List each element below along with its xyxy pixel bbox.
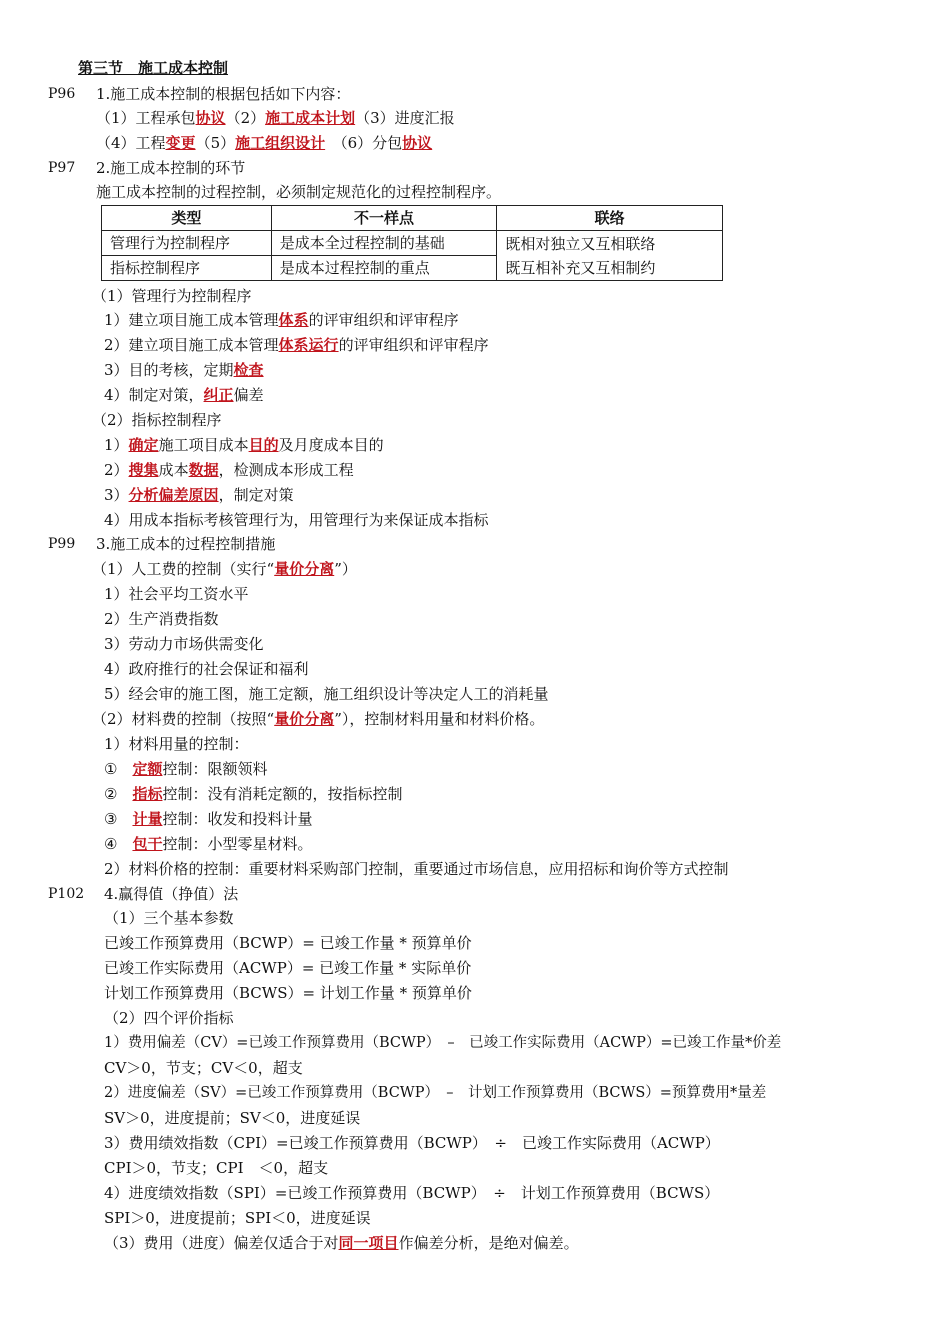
table-header: 类型 [102,206,272,231]
text: 4）制定对策， [104,386,204,404]
text: ③ [104,810,133,828]
text: 的评审组织和评审程序 [338,336,489,354]
table-cell: 指标控制程序 [102,256,272,281]
text: 2） [104,461,129,479]
table-header: 联络 [497,206,723,231]
list-item [104,435,384,455]
list-item [104,485,294,505]
list-item [104,360,264,380]
list-item: 1）社会平均工资水平 [104,585,249,603]
s3-sub1 [92,559,357,579]
text: 1）建立项目施工成本管理 [104,311,279,329]
formula: 已竣工作实际费用（ACWP）= 已竣工作量 * 实际单价 [104,959,472,977]
page-ref: P102 [48,886,85,902]
keyword: 施工成本计划 [265,109,356,127]
text: 3） [104,486,129,504]
keyword: 检查 [233,361,264,379]
list-item [104,809,312,829]
text: 控制：小型零星材料。 [162,835,313,853]
s2-heading: 2.施工成本控制的环节 [96,159,246,177]
text: 偏差 [233,386,264,404]
keyword: 同一项目 [338,1234,399,1252]
keyword: 数据 [188,461,219,479]
keyword: 体系运行 [278,336,339,354]
list-item: 2）材料价格的控制：重要材料采购部门控制，重要通过市场信息，应用招标和询价等方式控制 [104,860,729,878]
text: 控制：没有消耗定额的，按指标控制 [162,785,403,803]
rule: SV＞0，进度提前；SV＜0，进度延误 [104,1109,361,1127]
text: 控制：收发和投料计量 [162,810,313,828]
text: ，制定对策 [218,486,294,504]
text: （4）工程 [96,134,166,152]
keyword: 搜集 [128,461,159,479]
text: （3）进度汇报 [355,109,455,127]
table-cell: 是成本全过程控制的基础 [271,231,497,256]
keyword: 分析偏差原因 [128,486,219,504]
text: （2）材料费的控制（按照“ [92,710,275,728]
text: ② [104,785,133,803]
formula: 3）费用绩效指数（CPI）=已竣工作预算费用（BCWP） ÷ 已竣工作实际费用（ACWP） [104,1134,720,1152]
rule: CV＞0，节支；CV＜0，超支 [104,1059,303,1077]
text: （2） [225,109,266,127]
keyword: 纠正 [203,386,234,404]
text: 2）建立项目施工成本管理 [104,336,279,354]
table-cell-link [497,231,723,281]
s2-sub1: （1）管理行为控制程序 [92,287,252,305]
list-item: 2）生产消费指数 [104,610,219,628]
formula: 计划工作预算费用（BCWS）= 计划工作量 * 预算单价 [104,984,472,1002]
table-header: 不一样点 [271,206,497,231]
table-row [102,231,723,256]
s4-sub3 [104,1233,579,1253]
s1-heading: 1.施工成本控制的根据包括如下内容： [96,85,351,103]
keyword: 量价分离 [274,710,335,728]
text: （5） [195,134,236,152]
s4-sub2: （2）四个评价指标 [104,1009,234,1027]
link-text: 既互相补充又互相制约 [505,258,656,277]
text: 3）目的考核，定期 [104,361,234,379]
text: ”） [334,560,357,578]
s3-sub2 [92,709,544,729]
keyword: 计量 [132,810,163,828]
s1-line2 [96,133,432,153]
list-item [104,460,354,480]
keyword: 协议 [195,109,226,127]
text: ，检测成本形成工程 [218,461,354,479]
keyword: 确定 [128,436,159,454]
keyword: 指标 [132,785,163,803]
list-item [104,784,402,804]
formula: 已竣工作预算费用（BCWP）= 已竣工作量 * 预算单价 [104,934,472,952]
keyword: 变更 [165,134,196,152]
list-item [104,335,489,355]
page-ref: P97 [48,160,76,176]
rule: CPI＞0，节支；CPI ＜0，超支 [104,1159,329,1177]
keyword: 定额 [132,760,163,778]
text: （6）分包 [325,134,403,152]
s3-heading: 3.施工成本的过程控制措施 [96,535,276,553]
table-cell: 管理行为控制程序 [102,231,272,256]
list-item: 5）经会审的施工图，施工定额，施工组织设计等决定人工的消耗量 [104,685,549,703]
text: （1）工程承包 [96,109,196,127]
rule: SPI＞0，进度提前；SPI＜0，进度延误 [104,1209,371,1227]
keyword: 目的 [248,436,279,454]
text: （3）费用（进度）偏差仅适合于对 [104,1234,339,1252]
text: 1） [104,436,129,454]
text: ④ [104,835,133,853]
text: 成本 [158,461,189,479]
keyword: 施工组织设计 [235,134,326,152]
formula: 1）费用偏差（CV）=已竣工作预算费用（BCWP） – 已竣工作实际费用（ACWP）=已竣工作量*价差 [104,1035,782,1051]
list-item [104,759,267,779]
list-item: 1）材料用量的控制： [104,735,249,753]
list-item: 3）劳动力市场供需变化 [104,635,264,653]
table-header-row [102,206,723,231]
text: ”），控制材料用量和材料价格。 [334,710,545,728]
list-item [104,834,312,854]
s4-heading: 4.赢得值（挣值）法 [104,885,239,903]
s1-line1 [96,108,455,128]
text: 作偏差分析，是绝对偏差。 [398,1234,579,1252]
section-title: 第三节 施工成本控制 [78,59,229,77]
s4-sub1: （1）三个基本参数 [104,909,234,927]
text: ① [104,760,133,778]
keyword: 量价分离 [274,560,335,578]
text: 控制：限额领料 [162,760,268,778]
s2-intro: 施工成本控制的过程控制，必须制定规范化的过程控制程序。 [96,183,502,201]
keyword: 包干 [132,835,163,853]
link-text: 既相对独立又互相联络 [505,234,656,253]
page-ref: P99 [48,536,76,552]
text: 施工项目成本 [158,436,249,454]
s2-sub2: （2）指标控制程序 [92,411,222,429]
text: （1）人工费的控制（实行“ [92,560,275,578]
page-ref: P96 [48,86,76,102]
keyword: 协议 [402,134,433,152]
table-cell: 是成本过程控制的重点 [271,256,497,281]
list-item [104,310,459,330]
text: 的评审组织和评审程序 [308,311,459,329]
list-item [104,385,264,405]
formula: 4）进度绩效指数（SPI）=已竣工作预算费用（BCWP） ÷ 计划工作预算费用（BCWS） [104,1184,720,1202]
list-item: 4）政府推行的社会保证和福利 [104,660,309,678]
control-table [101,205,723,281]
list-item: 4）用成本指标考核管理行为，用管理行为来保证成本指标 [104,511,489,529]
keyword: 体系 [278,311,309,329]
formula: 2）进度偏差（SV）=已竣工作预算费用（BCWP） – 计划工作预算费用（BCWS）=预算费用*量差 [104,1085,767,1101]
text: 及月度成本目的 [278,436,384,454]
